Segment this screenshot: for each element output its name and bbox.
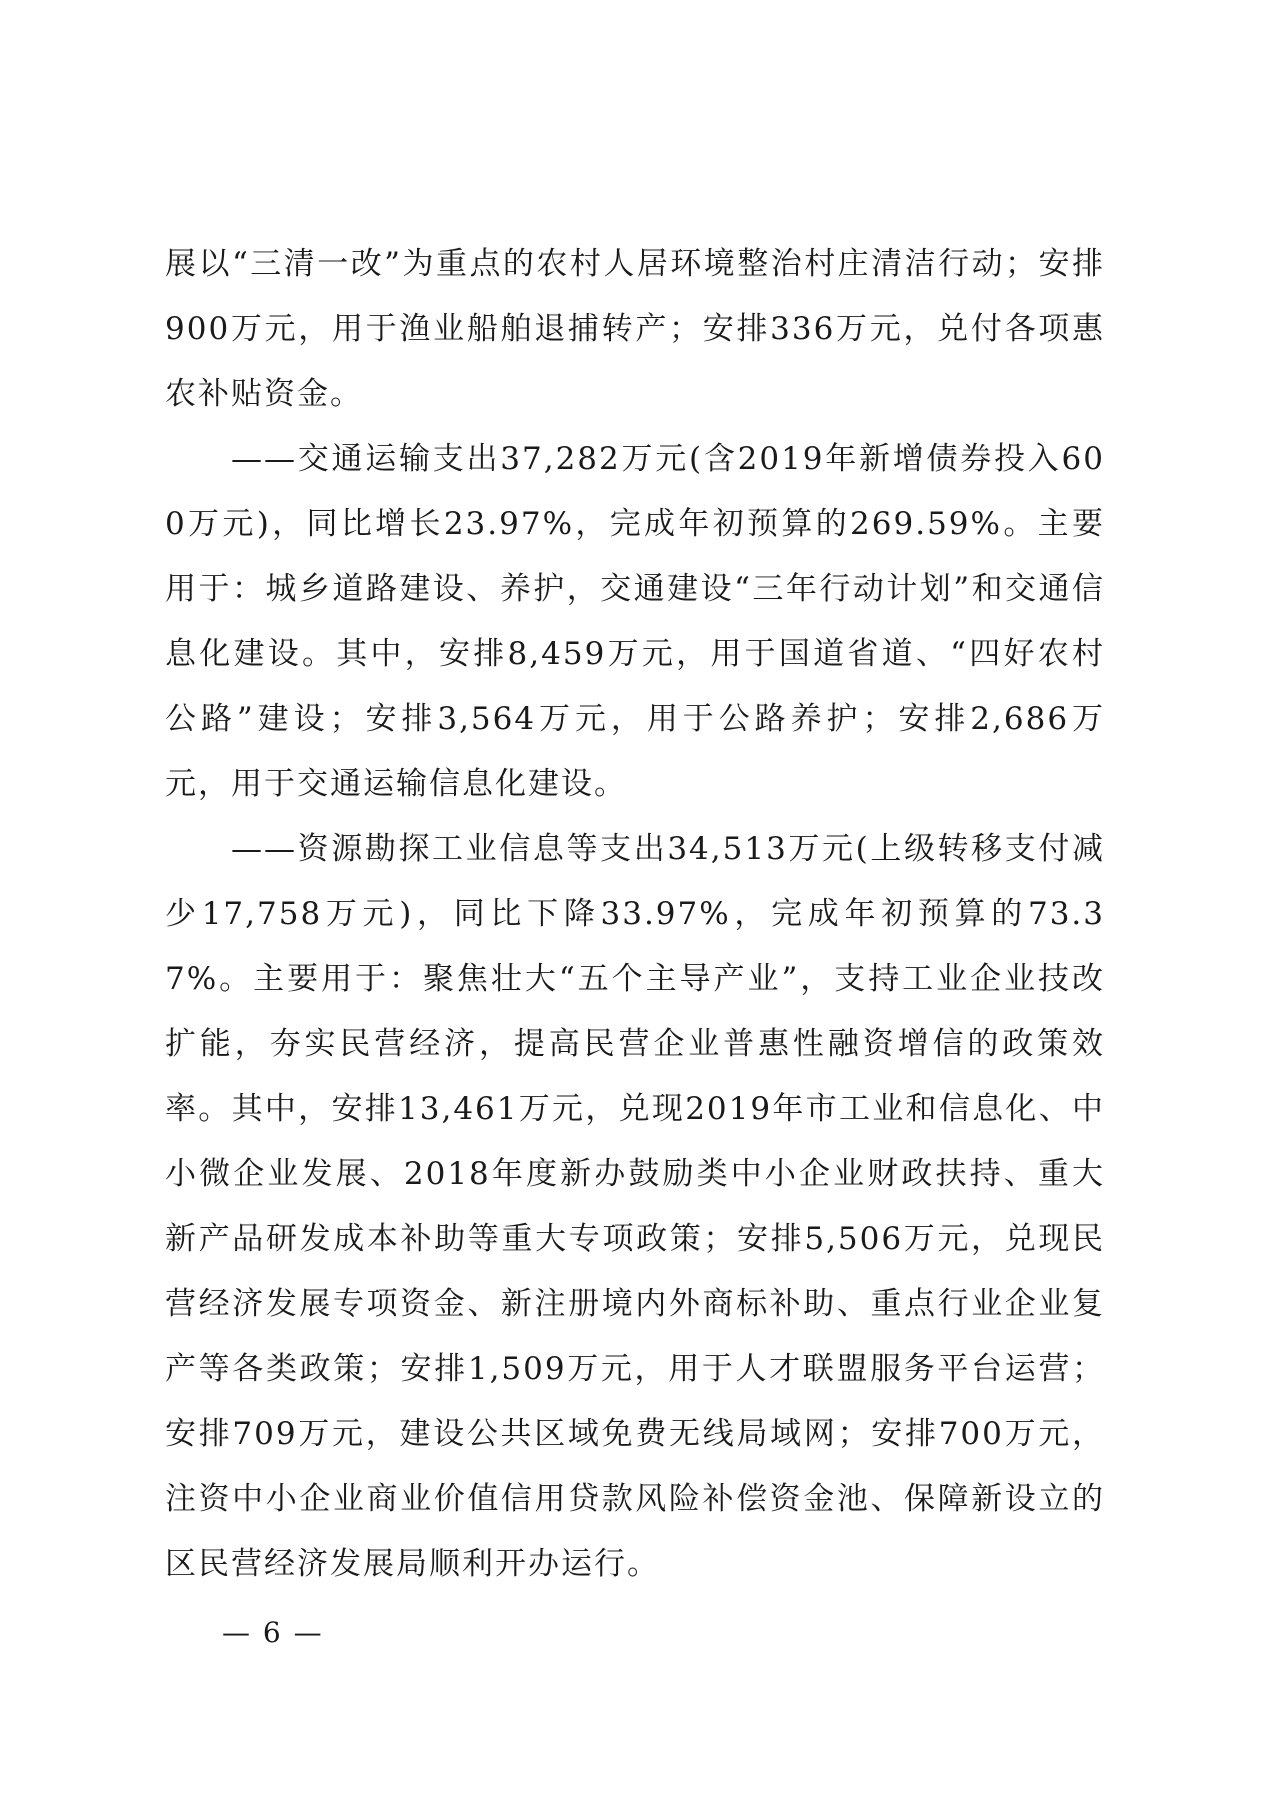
page-number: — 6 — <box>222 1616 324 1649</box>
paragraph-agriculture-continued: 展以“三清一改”为重点的农村人居环境整治村庄清洁行动；安排900万元，用于渔业船舶退捕转产；安排336万元，兑付各项惠农补贴资金。 <box>165 246 1105 412</box>
paragraph-transportation-expenditure: ——交通运输支出37,282万元(含2019年新增债券投入600万元)，同比增长23.97%，完成年初预算的269.59%。主要用于：城乡道路建设、养护，交通建设“三年行动计划”和交通信息化建设。其中，安排8,459万元，用于国道省道、“四好农村公路”建设；安排3,564万元，用于公路养护；安排2,686万元，用于交通运输信息化建设。 <box>165 441 1105 802</box>
paragraph-industry-information-expenditure: ——资源勘探工业信息等支出34,513万元(上级转移支付减少17,758万元)，同比下降33.97%，完成年初预算的73.37%。主要用于：聚焦壮大“五个主导产业”，支持工业企业技改扩能，夯实民营经济，提高民营企业普惠性融资增信的政策效率。其中，安排13,461万元，兑现2019年市工业和信息化、中小微企业发展、2018年度新办鼓励类中小企业财政扶持、重大新产品研发成本补助等重大专项政策；安排5,506万元，兑现民营经济发展专项资金、新注册境内外商标补助、重点行业企业复产等各类政策；安排1,509万元，用于人才联盟服务平台运营；安排709万元，建设公共区域免费无线局域网；安排700万元，注资中小企业商业价值信用贷款风险补偿资金池、保障新设立的区民营经济发展局顺利开办运行。 <box>165 831 1105 1582</box>
document-body <box>165 232 1105 1597</box>
